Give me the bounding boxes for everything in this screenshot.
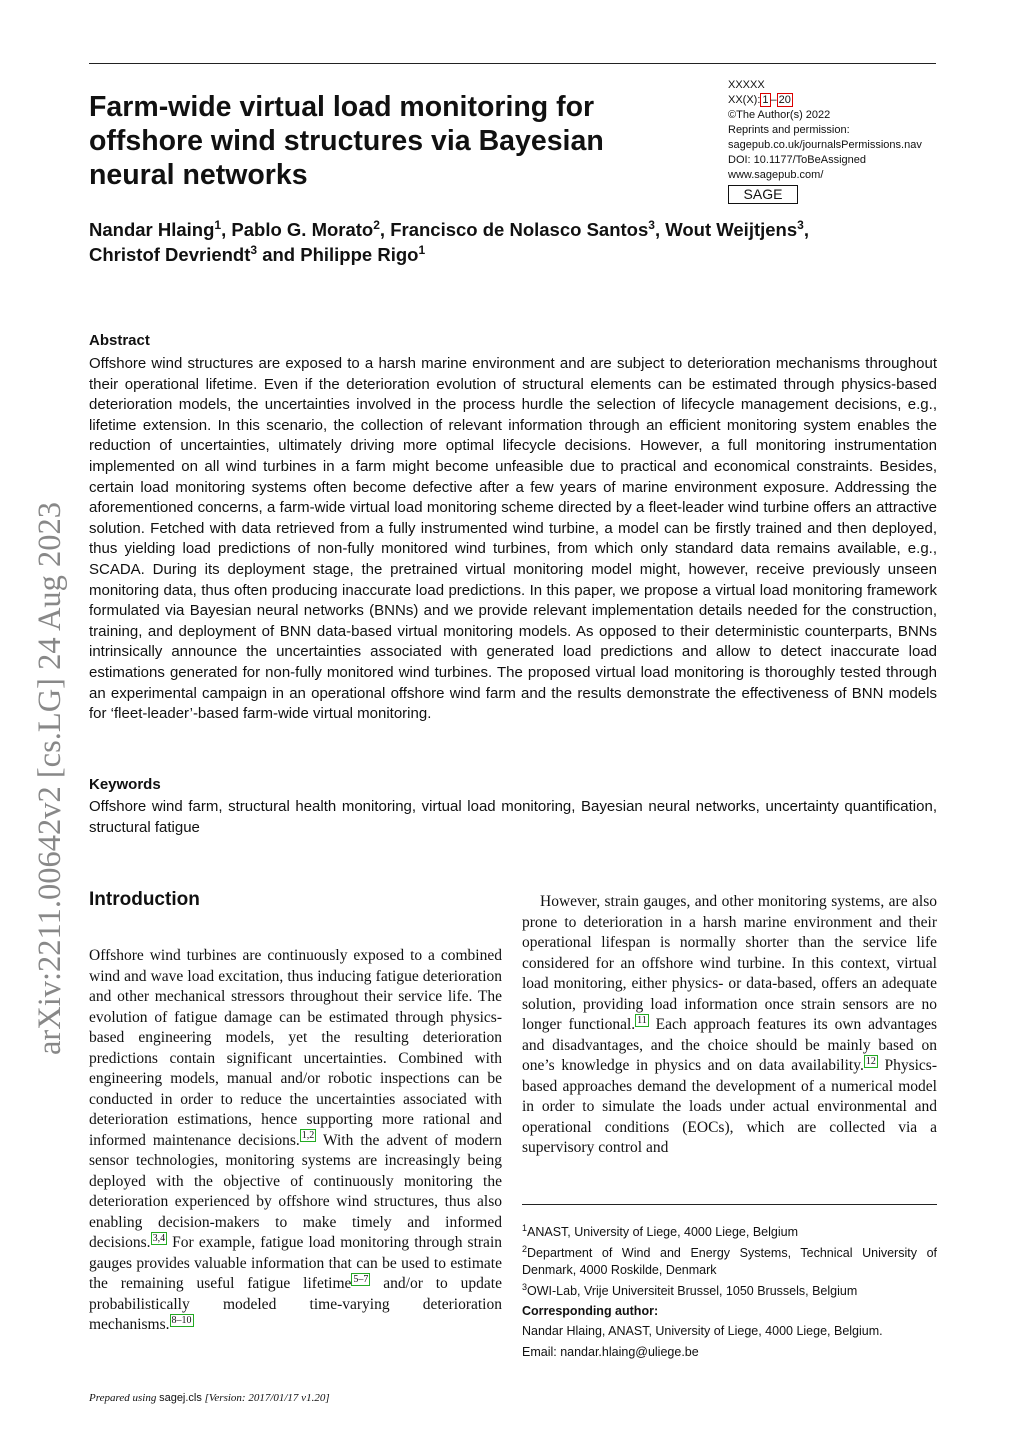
- sage-logo: SAGE: [728, 185, 798, 204]
- affiliations: [522, 1220, 937, 1300]
- author-affiliation: 3: [797, 217, 804, 232]
- prepared-using-footer: Prepared using sagej.cls [Version: 2017/01/17 v1.20]: [89, 1392, 330, 1404]
- author-list: Nandar Hlaing$^1$, Pablo G. Morato$^2$, Francisco de Nolasco Santos$^3$, Wout Weijtjens$^3$, Christof Devriendt$^3$ and Philippe Rigo$^1$: [89, 217, 809, 265]
- abstract-heading: Abstract: [89, 332, 150, 349]
- page-start-link[interactable]: 1: [762, 94, 769, 106]
- author-affiliation: 1: [214, 217, 222, 232]
- footnote-rule: [522, 1204, 937, 1205]
- author: Francisco de Nolasco Santos: [390, 219, 649, 240]
- corresponding-author-heading: Corresponding author:: [522, 1304, 659, 1318]
- reprints-url: sagepub.co.uk/journalsPermissions.nav: [728, 139, 922, 151]
- author: Pablo G. Morato: [231, 219, 374, 240]
- affiliation: $^3$OWI-Lab, Vrije Universiteit Brussel, 1050 Brussels, Belgium: [522, 1282, 858, 1299]
- introduction-heading: Introduction: [89, 889, 200, 910]
- introduction-right-column: However, strain gauges, and other monitoring systems, are also prone to deterioration in a harsh marine environment and their operational lifespan is normally shorter than the service life considered for an offshore wind turbine. In this context, virtual load monitoring, either physics- or data-based, offers an adequate solution, providing load information once strain sensors are no longer functional. $^{11}$ Each approach features its own advantages and disadvantages, and the choice should be mainly based on one’s knowledge in physics and on data availability. $^{12}$ Physics-based approaches demand the development of a numerical model in order to simulate the loads under actual environmental and operational conditions (EOCs), which are collected via a supervisory control and: [522, 893, 937, 1156]
- paper-title: Farm-wide virtual load monitoring for offshore wind structures via Bayesian neural networks: [89, 91, 604, 191]
- author: Christof Devriendt: [89, 244, 251, 265]
- volume-pages: XX(X): 1 – 20: [728, 94, 791, 106]
- introduction-left-column: Offshore wind turbines are continuously exposed to a combined wind and wave load excitation, thus inducing fatigue deterioration and other mechanical stressors throughout their service life. The evolution of fatigue damage can be estimated through physics-based engineering models, yet the resulting deterioration predictions contain significant uncertainties. Combined with engineering models, manual and/or robotic inspections can be conducted in order to reduce the uncertainties associated with deterioration estimations, hence supporting more rational and informed maintenance decisions. $^{1,2}$ With the advent of modern sensor technologies, monitoring systems are increasingly being deployed with the objective of continuously monitoring the deterioration experienced by offshore wind structures, thus also enabling decision-makers to make timely and informed decisions. $^{3,4}$ For example, fatigue load monitoring through strain gauges provides valuable information that can be used to estimate the remaining useful fatigue lifetime $^{5-7}$ and/or to update probabilistically modeled time-varying deterioration mechanisms. $^{8-10}$: [89, 947, 502, 1333]
- citation-link[interactable]: 12: [865, 1055, 876, 1067]
- author: Wout Weijtjens: [665, 219, 798, 240]
- citation-link[interactable]: 3,4: [152, 1232, 166, 1244]
- website: www.sagepub.com/: [728, 169, 824, 181]
- citation-link[interactable]: 11: [637, 1014, 647, 1026]
- author-affiliation: 2: [373, 217, 380, 232]
- citation-link[interactable]: 8–10: [171, 1314, 192, 1326]
- corresponding-author-address: Nandar Hlaing, ANAST, University of Liege, 4000 Liege, Belgium.: [522, 1324, 883, 1338]
- author: Philippe Rigo: [300, 244, 419, 265]
- doi: DOI: 10.1177/ToBeAssigned: [728, 154, 866, 166]
- keywords-text: Offshore wind farm, structural health monitoring, virtual load monitoring, Bayesian neural networks, uncertainty quantification, structural fatigue: [89, 798, 937, 836]
- author-affiliation: 3: [250, 242, 258, 257]
- citation-link[interactable]: 1,2: [301, 1130, 315, 1142]
- affiliation: $^2$Department of Wind and Energy Systems, Technical University of Denmark, 4000 Roskilde, Denmark: [522, 1244, 937, 1278]
- affiliation: $^1$ANAST, University of Liege, 4000 Liege, Belgium: [522, 1223, 798, 1240]
- keywords-heading: Keywords: [89, 776, 161, 793]
- corresponding-author-email: Email: nandar.hlaing@uliege.be: [522, 1345, 699, 1359]
- author-affiliation: 1: [418, 242, 426, 257]
- journal-info: [728, 78, 943, 183]
- citation-link[interactable]: 5–7: [353, 1273, 369, 1285]
- top-rule: [89, 63, 936, 64]
- author-affiliation: 3: [648, 217, 655, 232]
- page-end-link[interactable]: 20: [778, 94, 791, 106]
- journal-name: XXXXX: [728, 79, 765, 91]
- arxiv-identifier: arXiv:2211.00642v2 [cs.LG] 24 Aug 2023: [32, 501, 68, 1055]
- corresponding-author: [522, 1321, 937, 1363]
- copyright: ©The Author(s) 2022: [728, 109, 831, 121]
- reprints-label: Reprints and permission:: [728, 124, 850, 136]
- abstract-text: Offshore wind structures are exposed to a harsh marine environment and are subject to deterioration mechanisms throughout their operational lifetime. Even if the deterioration evolution of structural elements can be estimated through physics-based deterioration models, the uncertainties involved in the process hurdle the selection of lifecycle management decisions, e.g., lifetime extension. In this scenario, the collection of relevant information through an efficient monitoring system enables the reduction of uncertainties, ultimately driving more optimal lifecycle decisions. However, a full monitoring instrumentation implemented on all wind turbines in a farm might become unfeasible due to practical and economical constraints. Besides, certain load monitoring systems often become defective after a few years of marine environment exposure. Addressing the aforementioned concerns, a farm-wide virtual load monitoring scheme directed by a fleet-leader wind turbine offers an attractive solution. Fetched with data retrieved from a fully instrumented wind turbine, a model can be firstly trained and then deployed, thus yielding load predictions of non-fully monitored wind turbines, from which only standard data remains available, e.g., SCADA. During its deployment stage, the pretrained virtual monitoring model might, however, receive previously unseen monitoring data, thus often producing inaccurate load predictions. In this paper, we propose a virtual load monitoring framework formulated via Bayesian neural networks (BNNs) and we provide relevant implementation details needed for the construction, training, and deployment of BNN data-based virtual monitoring models. As opposed to their deterministic counterparts, BNNs intrinsically announce the uncertainties associated with generated load predictions and allow to detect inaccurate load estimations generated for non-fully monitored wind turbines. The proposed virtual load monitoring is thoroughly tested through an experimental campaign in an operational offshore wind farm and the results demonstrate the effectiveness of BNN models for ‘fleet-leader’-based farm-wide virtual monitoring.: [89, 355, 937, 723]
- author: Nandar Hlaing: [89, 219, 215, 240]
